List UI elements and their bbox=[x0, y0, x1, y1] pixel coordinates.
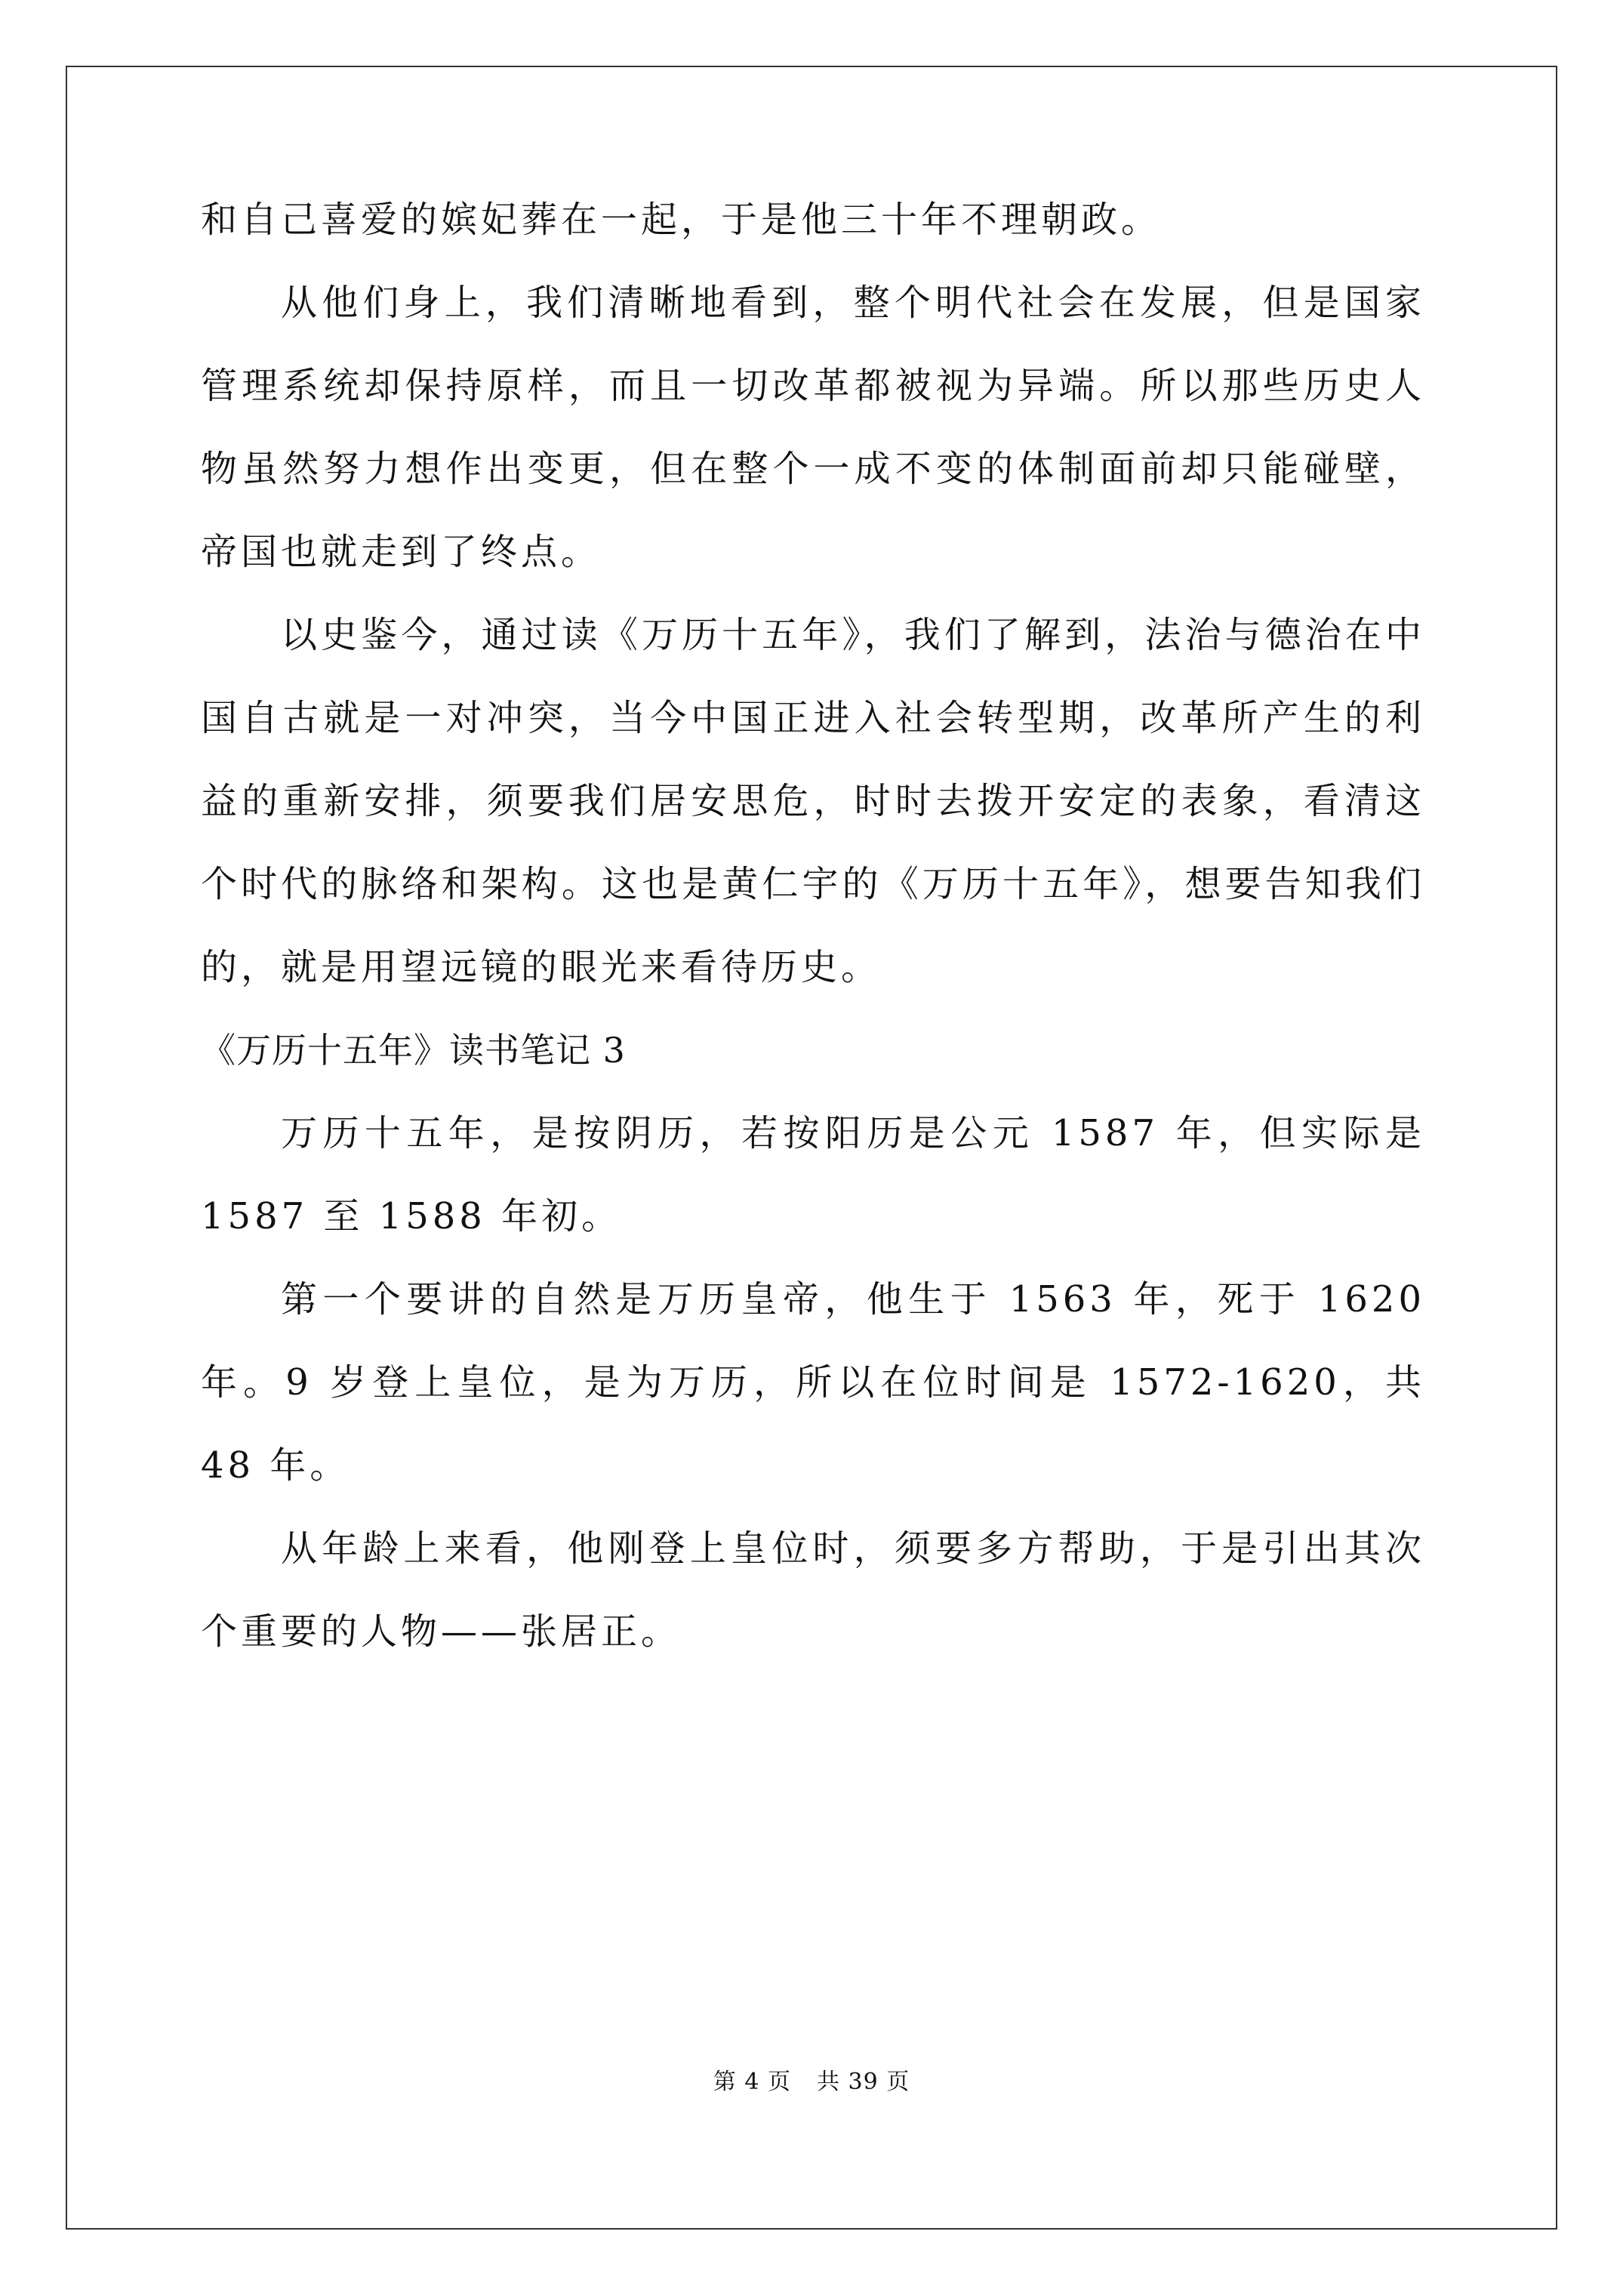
document-body bbox=[201, 178, 1425, 1673]
paragraph: 以史鉴今，通过读《万历十五年》，我们了解到，法治与德治在中国自古就是一对冲突，当今中国正进入社会转型期，改革所产生的利益的重新安排，须要我们居安思危，时时去拨开安定的表象，看清这个时代的脉络和架构。这也是黄仁宇的《万历十五年》，想要告知我们的，就是用望远镜的眼光来看待历史。 bbox=[201, 614, 1425, 988]
page-footer bbox=[0, 2063, 1623, 2096]
paragraph-continuation: 和自己喜爱的嫔妃葬在一起，于是他三十年不理朝政。 bbox=[201, 199, 1162, 241]
page-total: 共 39 页 bbox=[816, 2069, 910, 2095]
page-number: 第 4 页 bbox=[713, 2069, 791, 2095]
paragraph: 从年龄上来看，他刚登上皇位时，须要多方帮助，于是引出其次个重要的人物——张居正。 bbox=[201, 1527, 1425, 1653]
paragraph: 万历十五年，是按阴历，若按阳历是公元 1587 年，但实际是 1587 至 1588 年初。 bbox=[201, 1112, 1425, 1237]
section-heading: 《万历十五年》读书笔记 3 bbox=[201, 1030, 626, 1071]
paragraph: 从他们身上，我们清晰地看到，整个明代社会在发展，但是国家管理系统却保持原样，而且一切改革都被视为异端。所以那些历史人物虽然努力想作出变更，但在整个一成不变的体制面前却只能碰壁，帝国也就走到了终点。 bbox=[201, 282, 1425, 573]
paragraph: 第一个要讲的自然是万历皇帝，他生于 1563 年，死于 1620 年。9 岁登上皇位，是为万历，所以在位时间是 1572-1620，共 48 年。 bbox=[201, 1278, 1425, 1487]
